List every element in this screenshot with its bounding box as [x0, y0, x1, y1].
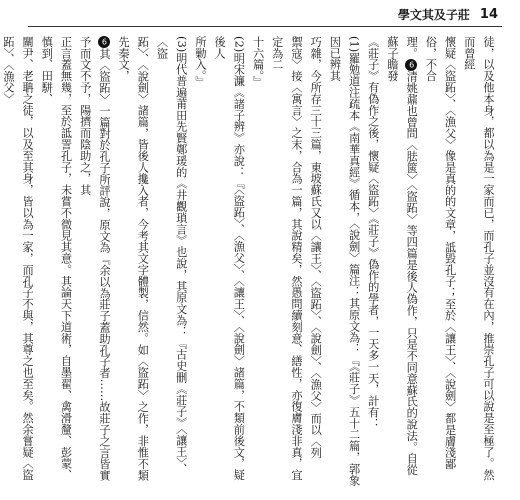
text-line: 《莊子》有偽作之後，懷疑〈盜跖〉《莊子》偽作的學者，一天多一天，計有： [366, 36, 380, 430]
text-line: 懷疑〈盜跖〉、〈漁父〉像是真的的文章，詆毀孔子；至於〈讓王〉、〈說劍〉都是膚淺鄙俗，不合 [424, 36, 457, 470]
text-line: (3)明代普遍莆田先賢鄭瑗的《井觀瑣言》也說，其原文為：『古史刪《莊子》〈讓王〉、〈盜 [155, 36, 188, 475]
footnote-marker: 6 [98, 36, 110, 48]
text-line: 巧雜，今所存三十三篇，東坡蘇氏又以〈讓王〉、〈盜跖〉、〈說劍〉、〈漁父〉而以〈列 [309, 36, 323, 459]
footnote-line [76, 36, 114, 486]
footnote-line: 關尹、老聃之徒，以及至其身，皆以為一家，而孔子不與，其尊之也至矣。然余嘗疑〈盜跖〉、〈漁父〉 [1, 36, 35, 481]
text-fragment: 清姚鼐也曾問〈胠篋〉〈盜跖〉等四篇是後人偽作，只是不同意蘇氏的說法。自從蘇子瞻發 [385, 36, 419, 476]
footnote-line: 正言蓋無幾，至於詆詈孔子，未嘗不微見其意。其論天下道術，自墨翟、禽滑釐、彭蒙、慎到、田駢、 [40, 36, 73, 481]
text-fragment: 理。 [405, 36, 419, 59]
vertical-body-text [1, 36, 498, 486]
text-line: 徒，以及他本身，都以為是一家而已，而孔子並沒有在內，推崇孔子可以說是至極了。然而曾經 [462, 36, 495, 481]
footnote-marker: 6 [405, 59, 417, 71]
page-number: 14 [479, 7, 498, 22]
header-title: 學文其及子莊 [397, 8, 470, 22]
text-line: 禦寇〉接〈寓言〉之末，合為一篇，其說精矣，然愚問續刻意、繕性，亦復膚淺非真，宜定為二 [270, 36, 303, 481]
text-line: (2)明宋濂《諸子辨》亦說：『〈盜跖〉、〈漁父〉、〈讓王〉、〈說劍〉諸篇，不類前後文，疑後人 [213, 36, 246, 481]
running-header [398, 6, 498, 23]
text-line: 十六篇。』 [251, 36, 265, 88]
text-line [383, 36, 421, 486]
text-line: 跖〉、〈說劍〉諸篇，皆後人攙入者，今考其文字體製，信然。如〈盜跖〉之作，非惟不類先秦文， [117, 36, 150, 481]
text-fragment: 其〈盜跖〉一篇對於孔子所評說，原文為『余以為莊子蓋助孔子者……故莊子之言皆實予而文不予，陽擠而陰助之，其 [78, 36, 111, 482]
text-line: (1)羅勉道注疏本《南華真經》循本，〈說劍〉篇注：其原文為：『《莊子》五十二篇，郭象因已辨其 [328, 36, 361, 486]
text-line: 所勦入。』 [193, 36, 207, 88]
header-rule [28, 26, 502, 27]
